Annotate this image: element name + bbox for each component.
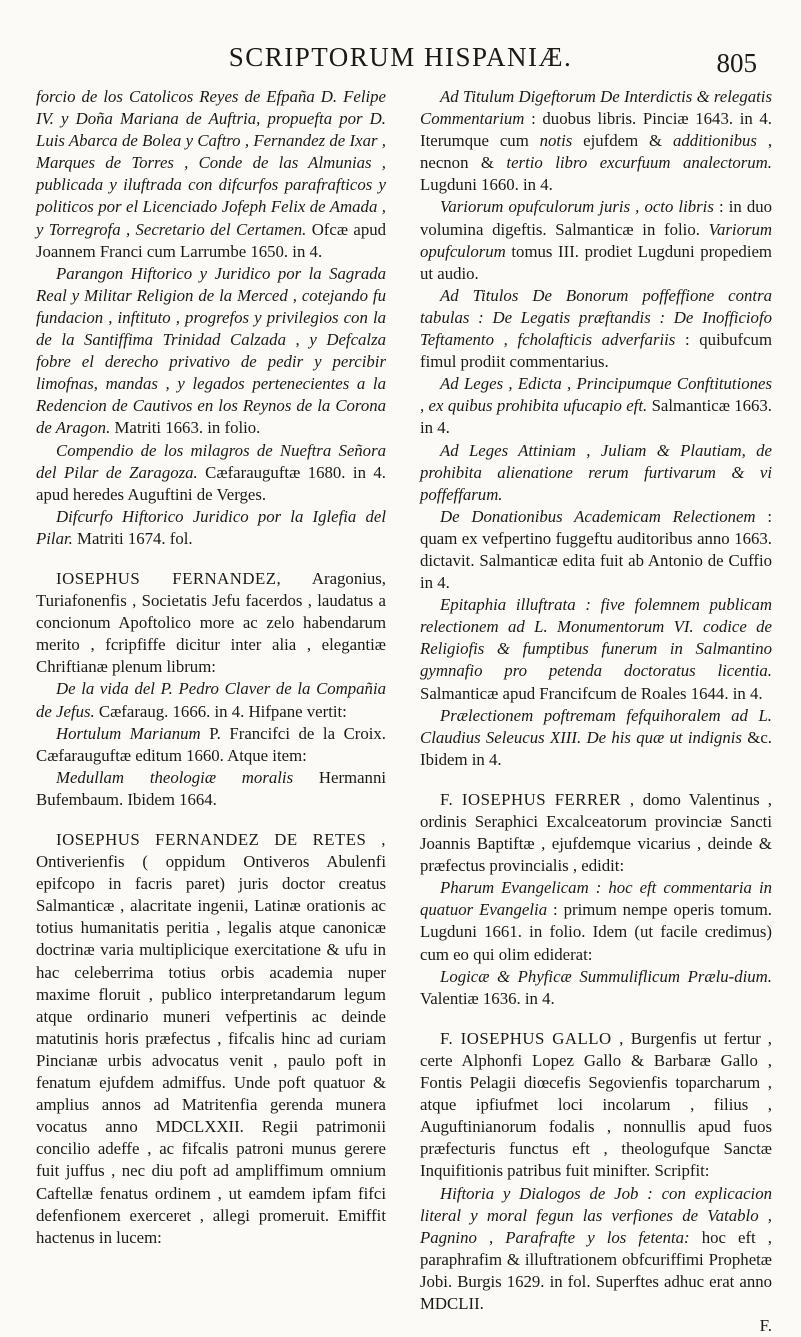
body-text: Matriti 1674. fol. xyxy=(72,528,193,548)
body-text: Cæfaraug. 1666. in 4. Hifpane vertit: xyxy=(94,701,347,721)
bibliography-paragraph xyxy=(36,440,386,506)
body-text: : primum nempe operis tomum. Lugduni 1661. in folio. Idem (ut facile credimus) cum eo qui olim ediderat: xyxy=(420,900,772,964)
bibliography-paragraph xyxy=(420,966,772,1010)
title-text: Variorum opufculorum juris , octo libris xyxy=(440,197,714,217)
title-text: Compendio de los milagros de Nueftra Señora del Pilar de Zaragoza. xyxy=(36,440,386,482)
title-text: Epitaphia illuftrata : five folemnem publicam relectionem ad L. Monumentorum VI. codice de Religiofis & fumptibus funerum in Salmantino gymnafio pro petenda doctoratus licentia. xyxy=(420,595,772,681)
title-text: Ad Leges Attiniam , Juliam & Plautiam, de prohibita alienatione rerum furtivarum & vi poffeffarum. xyxy=(420,440,772,504)
left-column xyxy=(36,86,386,1249)
author-entry xyxy=(420,789,772,877)
bibliography-paragraph xyxy=(420,86,772,196)
body-text: Ofcæ apud Joannem Franci cum Larrumbe 1650. in 4. xyxy=(36,219,387,261)
right-column xyxy=(420,86,772,1337)
author-entry xyxy=(36,568,386,678)
bibliography-paragraph xyxy=(420,440,772,506)
title-text: Difcurfo Hiftorico Juridico por la Iglefia del Pilar. xyxy=(36,506,386,548)
bibliography-paragraph xyxy=(36,723,386,767)
body-text: : quibufcum fimul prodiit commentarius. xyxy=(420,330,772,372)
body-text: Aragonius, Turiafonenfis , Societatis Jefu facerdos , laudatus a concionum Apoftolico more ac zelo habendarum merito , fcripfiffe dicitur inter alia , elegantiæ Chriftianæ plenum librum: xyxy=(36,568,386,677)
title-text: Ad Titulos De Bonorum poffeffione contra tabulas : De Legatis præftandis : De Inofficiofo Teftamento , fcholafticis adverfariis xyxy=(420,285,772,350)
bibliography-paragraph xyxy=(420,285,772,373)
body-text: Ontiverienfis ( oppidum Ontiveros Abulenfi epifcopo in facris paret) juris doctor creatus Salmanticæ , alacritate ingenii, Latinæ orationis ac totius humanitatis peritia , legalis atque canonicæ doctrinæ varia multiplicique exercitatione & ufu in hac celeberrima totius orbis academia nuper maxime floruit , publico interpretandarum legum atque ordinario muneri vefpertinis ac deinde matutinis horis præfectus , fifcalis hinc ad curiam Pincianæ urbis advocatus venit , paulo poft in fenatum ejufdem admiffus. Unde poft quatuor & amplius annos ad Matritenfia gerenda munera vocatus anno MDCLXXII. Regii patrimonii concilio adeffe , ac fifcalis patroni munus gerere fuit juffus , nec diu poft ad ampliffimum omnium Caftellæ fenatus ordinem , ut eamdem ipfam fifci defenfionem exerceret , allegi promeruit. Emiffit hactenus in lucem: xyxy=(36,852,386,1247)
title-text: additionibus xyxy=(673,131,757,151)
body-text: : in duo volumina digeftis. Salmanticæ in folio. xyxy=(420,197,772,239)
title-text: De la vida del P. Pedro Claver de la Compañia de Jefus. xyxy=(36,679,386,721)
title-text: Hortulum Marianum xyxy=(56,723,201,743)
title-text: Parangon Hiftorico y Juridico por la Sagrada Real y Militar Religion de la Merced , cotejando fu fundacion , inftituto , progrefos y privilegios con la de la Santiffima Trinidad Calzada , y Defcalza fobre el derecho privativo de pedir y percibir limofnas, mandas , y legados pertenecientes a la Redencion de Cautivos en los Reynos de la Corona de Aragon. xyxy=(36,263,386,438)
author-name: IOSEPHUS FERNANDEZ DE RETES , xyxy=(56,830,386,849)
author-name: IOSEPHUS FERNANDEZ, xyxy=(56,568,282,588)
body-text: : duobus libris. Pinciæ 1643. in 4. Iterumque cum xyxy=(420,109,772,151)
author-entry xyxy=(36,829,386,1249)
bibliography-paragraph xyxy=(420,705,772,771)
body-text: Hermanni Bufembaum. Ibidem 1664. xyxy=(36,767,386,809)
bibliography-paragraph xyxy=(36,767,386,811)
body-text: Matriti 1663. in folio. xyxy=(110,418,261,438)
body-text: hoc eft , paraphrafim & illuftrationem obfcuriffimi Prophetæ Jobi. Burgis 1629. in fol. Superftes adhuc erat anno MDCLII. xyxy=(420,1227,772,1313)
bibliography-paragraph xyxy=(420,506,772,594)
author-name: F. IOSEPHUS GALLO , xyxy=(440,1028,624,1048)
title-text: Ad Titulum Digeftorum De Interdictis & relegatis Commentarium xyxy=(420,87,772,129)
title-text: De Donationibus Academicam Relectionem xyxy=(440,506,756,526)
bibliography-paragraph xyxy=(420,196,772,284)
body-text: Valentiæ 1636. in 4. xyxy=(420,988,555,1008)
body-text: ejufdem & xyxy=(572,131,673,151)
title-text: Medullam theologiæ moralis xyxy=(56,767,294,787)
title-text: Ad Leges , Edicta , Principumque Conftitutiones , ex quibus prohibita ufucapio eft. xyxy=(420,374,772,416)
bibliography-paragraph xyxy=(36,86,386,263)
body-text: : quam ex vefpertino fuggeftu auditoribus anno 1663. dictavit. Salmanticæ edita fuit ab Antonio de Cuffio in 4. xyxy=(420,506,772,593)
bibliography-paragraph xyxy=(36,506,386,550)
body-text: Lugduni 1660. in 4. xyxy=(420,175,553,195)
title-text: Pharum Evangelicam : hoc eft commentaria in quatuor Evangelia xyxy=(420,878,772,920)
running-head: SCRIPTORUM HISPANIÆ. xyxy=(228,42,573,72)
body-text: &c. Ibidem in 4. xyxy=(420,727,772,769)
body-text: Burgenfis ut fertur , certe Alphonfi Lopez Gallo & Barbaræ Gallo , Fontis Pelagii diœcefis Segovienfis toparcharum , atque ipfiufmet loci incolarum , filius , Auguftinianorum fodalis , nonnullis apud fuos præfecturis functus eft , theologufque Sanctæ Inquifitionis patribus fuit minifter. Scripfit: xyxy=(420,1028,772,1181)
title-text: forcio de los Catolicos Reyes de Efpaña D. Felipe IV. y Doña Mariana de Auftria, propuefta por D. Luis Abarca de Bolea y Caftro , Fernandez de Ixar , Marques de Torres , Conde de las Almunias , publicada y iluftrada con difcurfos parafrafticos y politicos por el Licenciado Jofeph Felix de Amada , y Torregrofa , Secretario del Certamen. xyxy=(36,87,386,239)
bibliography-paragraph xyxy=(420,877,772,965)
body-text: domo Valentinus , ordinis Seraphici Excalceatorum provinciæ Sancti Joannis Baptiftæ , ejufdemque vicarius , deinde & præfectus provincialis , edidit: xyxy=(420,789,773,876)
body-text: Salmanticæ apud Francifcum de Roales 1644. in 4. xyxy=(420,683,763,703)
title-text: Prælectionem poftremam fefquihoralem ad L. Claudius Seleucus XIII. De his quæ ut indignis xyxy=(420,705,772,747)
title-text: Logicæ & Phyficæ Summuliflicum Prælu-dium. xyxy=(440,966,772,986)
author-entry xyxy=(420,1028,772,1183)
title-text: tertio libro excurfuum analectorum. xyxy=(506,153,772,173)
page-number: 805 xyxy=(716,48,757,78)
body-text: , necnon & xyxy=(420,131,773,173)
body-text: tomus III. prodiet Lugduni propediem ut audio. xyxy=(420,241,772,283)
body-text: P. Francifci de la Croix. Cæfarauguftæ editum 1660. Atque item: xyxy=(36,723,386,765)
title-text: Hiftoria y Dialogos de Job : con explicacion literal y moral fegun las verfiones de Vatablo , Pagnino , Parafrafte y los fetenta: xyxy=(420,1183,772,1247)
bibliography-paragraph xyxy=(36,263,386,440)
bibliography-paragraph xyxy=(420,373,772,439)
bibliography-paragraph xyxy=(420,594,772,704)
catchword: F. xyxy=(759,1316,772,1336)
bibliography-paragraph xyxy=(36,678,386,722)
bibliography-paragraph xyxy=(420,1183,772,1316)
body-text: Salmanticæ 1663. in 4. xyxy=(420,396,773,438)
author-name: F. IOSEPHUS FERRER , xyxy=(440,789,635,809)
body-text: Cæfarauguftæ 1680. in 4. apud heredes Auguftini de Verges. xyxy=(36,462,386,504)
title-text: notis xyxy=(539,131,573,151)
title-text: Variorum opufculorum xyxy=(420,219,772,261)
